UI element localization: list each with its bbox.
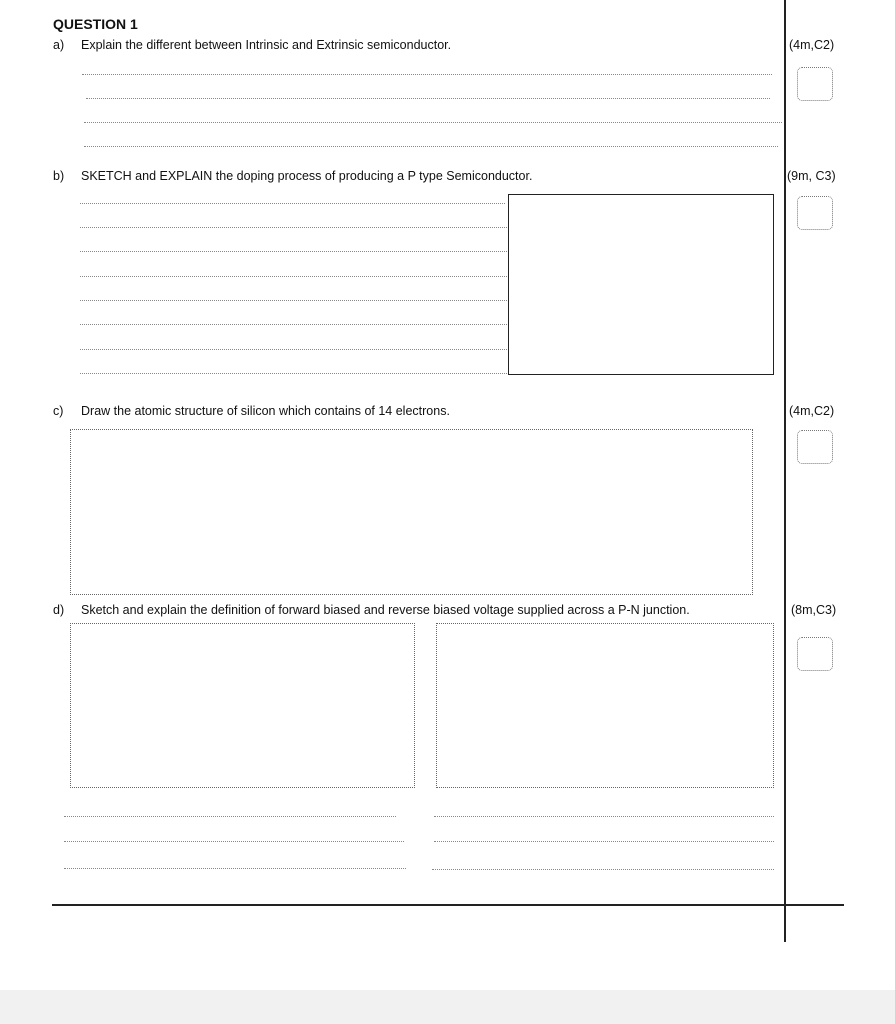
part-a-question: Explain the different between Intrinsic and Extrinsic semiconductor.: [81, 38, 452, 52]
part-d-question: Sketch and explain the definition of forward biased and reverse biased voltage supplied across a P-N junction.: [81, 603, 690, 617]
page-bottom-band: [0, 990, 895, 1024]
part-b-sketch-box[interactable]: [508, 194, 774, 375]
part-b-question: SKETCH and EXPLAIN the doping process of producing a P type Semiconductor.: [81, 169, 533, 183]
part-b-answer-line-7[interactable]: [80, 349, 507, 350]
part-a-answer-line-1[interactable]: [82, 74, 772, 75]
part-a-answer-line-2[interactable]: [86, 98, 770, 99]
part-d-score-box[interactable]: [797, 637, 833, 671]
part-b-answer-line-5[interactable]: [80, 300, 507, 301]
part-d-right-answer-line-1[interactable]: [434, 816, 774, 817]
part-d-reverse-bias-sketch-box[interactable]: [436, 623, 774, 788]
part-d-left-answer-line-2[interactable]: [64, 841, 404, 842]
part-a-score-box[interactable]: [797, 67, 833, 101]
part-b-answer-line-2[interactable]: [80, 227, 507, 228]
part-a-answer-line-4[interactable]: [84, 146, 778, 147]
part-a-letter: a): [53, 38, 65, 52]
part-c-marks: (4m,C2): [789, 404, 835, 418]
part-c-question: Draw the atomic structure of silicon which contains of 14 electrons.: [81, 404, 450, 418]
part-a-marks: (4m,C2): [789, 38, 835, 52]
part-b-answer-line-3[interactable]: [80, 251, 507, 252]
part-b-score-box[interactable]: [797, 196, 833, 230]
part-d-letter: d): [53, 603, 65, 617]
part-d-right-answer-line-2[interactable]: [434, 841, 774, 842]
part-b-answer-line-8[interactable]: [80, 373, 507, 374]
part-b-letter: b): [53, 169, 65, 183]
marks-column-divider: [784, 0, 786, 942]
question-title: QUESTION 1: [53, 16, 138, 32]
part-a-answer-line-3[interactable]: [84, 122, 782, 123]
part-b-answer-line-1[interactable]: [80, 203, 505, 204]
part-d-marks: (8m,C3): [791, 603, 837, 617]
part-d-left-answer-line-3[interactable]: [64, 868, 406, 869]
part-b-answer-line-6[interactable]: [80, 324, 507, 325]
part-b-marks: (9m, C3): [787, 169, 836, 183]
part-d-forward-bias-sketch-box[interactable]: [70, 623, 415, 788]
part-c-drawing-box[interactable]: [70, 429, 753, 595]
part-b-answer-line-4[interactable]: [80, 276, 507, 277]
page-end-rule: [52, 904, 844, 906]
part-c-score-box[interactable]: [797, 430, 833, 464]
part-d-left-answer-line-1[interactable]: [64, 816, 396, 817]
part-d-right-answer-line-3[interactable]: [432, 869, 774, 870]
part-c-letter: c): [53, 404, 64, 418]
